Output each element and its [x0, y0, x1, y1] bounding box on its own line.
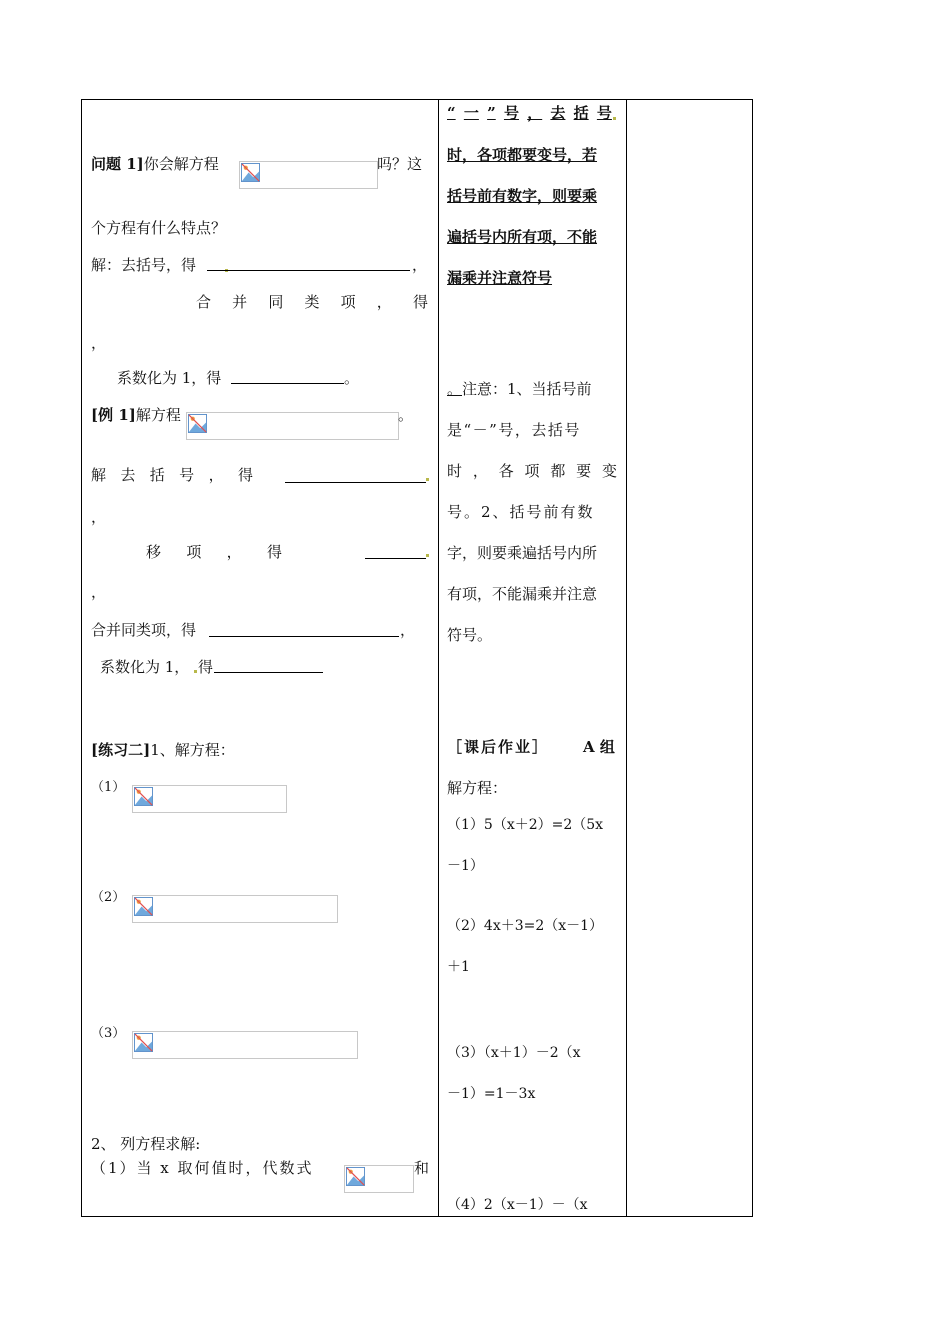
homework-4a: （4）2（x－1）－（x — [447, 1197, 588, 1213]
example-1-step-1 — [91, 465, 253, 485]
note-line-4: 号。2、括号前有数 — [447, 503, 595, 521]
step-2-char: 并 — [232, 293, 248, 311]
note-bold-line-1 — [447, 103, 612, 123]
example-1-step-3: 合并同类项，得 — [91, 621, 197, 639]
note-char: 时 — [447, 462, 463, 480]
period-1: 。 — [344, 369, 360, 387]
note-line-3 — [447, 461, 617, 481]
note-line-5: 字，则要乘遍括号内所 — [447, 544, 598, 562]
step-2-char: 得 — [412, 293, 428, 311]
equation-image-p2 — [132, 895, 338, 923]
practice-item-2-label: （2） — [91, 890, 126, 905]
note-char: 号 — [503, 104, 519, 122]
answer-blank-3 — [285, 482, 426, 483]
anchor-dot — [426, 478, 429, 481]
question-2-part-1-text: （1）当 x 取何值时，代数 — [91, 1159, 297, 1177]
example-1-text: 解方程 — [135, 406, 181, 424]
problem-1-line-2: 个方程有什么特点？ — [91, 219, 227, 237]
comma-1: ， — [412, 256, 428, 274]
answer-blank-2 — [231, 383, 344, 384]
answer-blank-1 — [207, 270, 410, 271]
note-bold-line-4: 遍括号内所有项，不能 — [447, 228, 598, 246]
note-char: 各 — [498, 462, 514, 480]
homework-1a: （1）5（x＋2）=2（5x — [447, 817, 604, 833]
broken-image-icon — [134, 897, 153, 916]
example-1-step-2 — [146, 542, 282, 562]
problem-1-after: 吗？这 — [377, 155, 423, 173]
step-2-char: 类 — [304, 293, 320, 311]
comma-3: ， — [91, 508, 107, 526]
ex-step-char: 得 — [237, 466, 253, 484]
question-2-part-1-end: 和 — [414, 1159, 430, 1177]
equation-image-q1 — [239, 161, 378, 189]
ex-step-char: 项 — [186, 543, 202, 561]
equation-image-q2 — [344, 1165, 414, 1193]
question-2-title: 2、 列方程求解: — [91, 1135, 201, 1153]
step-2-char: 合 — [196, 293, 212, 311]
note-text-1: 注意：1、当括号前 — [462, 380, 592, 398]
solution-step-3: 系数化为 1，得 — [117, 369, 222, 387]
note-dot: 。 — [447, 380, 463, 398]
table-border-left — [81, 99, 82, 1217]
solution-step-2 — [196, 292, 428, 312]
broken-image-icon — [241, 163, 260, 182]
note-char: ， — [472, 462, 488, 480]
note-char: ” — [487, 104, 496, 122]
practice-2-line — [91, 740, 235, 760]
comma-5: ， — [400, 621, 416, 639]
broken-image-icon — [134, 1033, 153, 1052]
note-line-2: 是“－”号，去括号 — [447, 421, 581, 439]
ex-step-char: ， — [226, 543, 242, 561]
step-2-char: 同 — [268, 293, 284, 311]
example-1-step-4: 系数化为 1， — [100, 658, 190, 676]
example-1-step-4b: 得 — [198, 658, 214, 676]
question-2-part-1 — [91, 1158, 314, 1178]
practice-2-text: 1、解方程： — [150, 741, 235, 759]
note-char: 号 — [596, 104, 612, 122]
problem-1-text: 你会解方程 — [143, 155, 219, 173]
broken-image-icon — [134, 787, 153, 806]
practice-item-3-label: （3） — [91, 1026, 126, 1041]
note-line-7: 符号。 — [447, 626, 493, 644]
note-char: 括 — [573, 104, 589, 122]
note-bold-line-3: 括号前有数字，则要乘 — [447, 187, 598, 205]
homework-2b: ＋1 — [447, 959, 470, 975]
ex-step-char: 去 — [120, 466, 136, 484]
note-bold-line-2: 时，各项都要变号，若 — [447, 146, 598, 164]
homework-subtitle: 解方程： — [447, 779, 508, 797]
problem-1-line-1 — [91, 154, 219, 174]
broken-image-icon — [346, 1167, 365, 1186]
note-char: 一 — [463, 104, 479, 122]
equation-image-p3 — [132, 1031, 358, 1059]
step-2-char: 项 — [340, 293, 356, 311]
ex-step-char: 移 — [146, 543, 162, 561]
equation-image-ex1 — [186, 412, 399, 440]
homework-group: A 组 — [583, 738, 615, 756]
note-line-6: 有项，不能漏乘并注意 — [447, 585, 598, 603]
answer-blank-5 — [209, 636, 399, 637]
homework-3a: （3）（x＋1）－2（x — [447, 1045, 581, 1061]
problem-1-label: 问题 1] — [91, 155, 144, 173]
table-border-bottom — [81, 1216, 753, 1217]
example-1-line — [91, 405, 181, 425]
ex-step-char: 得 — [266, 543, 282, 561]
ex-step-char: 解 — [91, 466, 107, 484]
equation-image-p1 — [132, 785, 287, 813]
question-2-part-1-text-b: 式 — [296, 1159, 314, 1177]
answer-blank-6 — [214, 672, 323, 673]
table-border-top — [81, 99, 753, 100]
broken-image-icon — [188, 414, 207, 433]
note-char: 项 — [524, 462, 540, 480]
homework-1b: －1） — [447, 858, 484, 874]
anchor-dot — [613, 117, 616, 120]
homework-title: ［课后作业］ — [447, 738, 550, 756]
note-line-1 — [447, 379, 592, 399]
homework-2a: （2）4x＋3=2（x－1） — [447, 918, 604, 934]
practice-item-1-label: （1） — [91, 780, 126, 795]
ex-step-char: 括 — [149, 466, 165, 484]
note-bold-line-5: 漏乘并注意符号 — [447, 269, 553, 287]
example-1-label: [例 1] — [91, 406, 136, 424]
answer-blank-4 — [365, 558, 426, 559]
period-2: 。 — [398, 406, 414, 424]
practice-2-label: [练习二] — [91, 741, 151, 759]
column-divider-2 — [626, 99, 627, 1217]
solution-step-1: 解：去括号，得 — [91, 256, 197, 274]
note-char: 去 — [550, 104, 566, 122]
homework-3b: －1）=1－3x — [447, 1086, 536, 1102]
anchor-dot — [426, 554, 429, 557]
note-char: 变 — [601, 462, 617, 480]
note-char: 要 — [576, 462, 592, 480]
anchor-dot — [194, 670, 197, 673]
note-char: ， — [527, 104, 543, 122]
column-divider-1 — [438, 99, 439, 1217]
ex-step-char: ， — [208, 466, 224, 484]
table-border-right — [752, 99, 753, 1217]
step-2-char: ， — [376, 293, 392, 311]
note-char: “ — [447, 104, 456, 122]
comma-2: ， — [91, 334, 107, 352]
note-char: 都 — [550, 462, 566, 480]
ex-step-char: 号 — [179, 466, 195, 484]
comma-4: ， — [91, 583, 107, 601]
